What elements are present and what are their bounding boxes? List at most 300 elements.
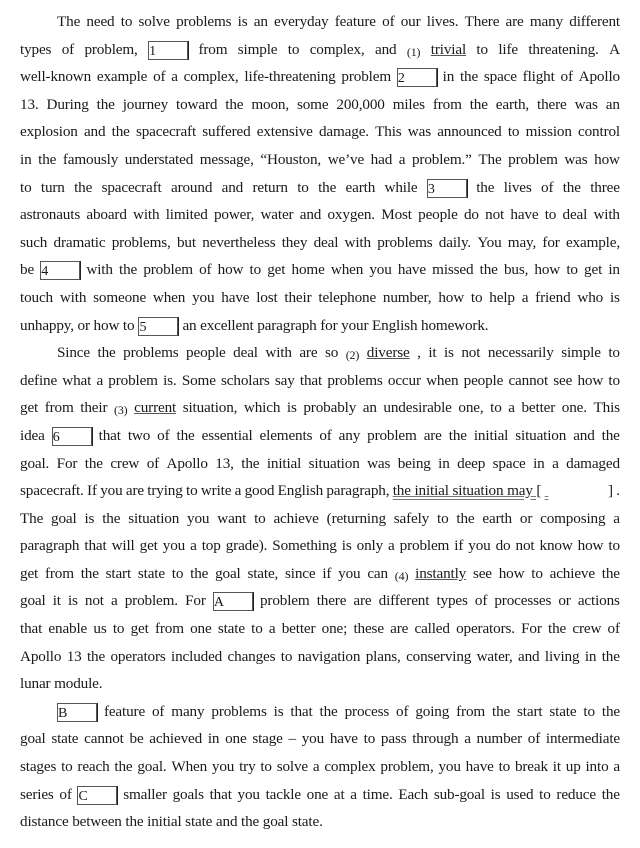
text-run: distance between the initial state and the goal state.: [20, 813, 323, 831]
answer-blank-box[interactable]: 4: [40, 261, 80, 280]
answer-blank-box[interactable]: B: [57, 703, 97, 722]
answer-blank-box[interactable]: 1: [148, 41, 188, 60]
word: a: [552, 454, 559, 472]
word: tackle: [265, 785, 301, 803]
word: water,: [476, 647, 513, 665]
word: types: [436, 592, 468, 610]
word: someone: [93, 288, 147, 306]
word: some: [296, 95, 329, 113]
word: these: [353, 620, 384, 638]
word: control: [578, 123, 620, 141]
word: how: [217, 261, 244, 279]
word: number,: [382, 288, 432, 306]
word: life: [498, 40, 518, 58]
word: to: [186, 482, 198, 500]
word: navigation: [297, 647, 361, 665]
word: are: [125, 482, 144, 500]
word: and: [518, 647, 540, 665]
word: the: [319, 702, 338, 720]
word: number: [476, 730, 523, 748]
word: of: [396, 702, 409, 720]
word: solve: [276, 758, 309, 776]
word: space: [483, 68, 517, 86]
word: feature: [103, 702, 146, 720]
word: to: [171, 564, 184, 582]
word: that: [20, 620, 43, 638]
text-line: [20, 560, 620, 588]
word: they: [281, 233, 308, 251]
word: an: [362, 399, 377, 417]
word: the: [601, 785, 620, 803]
word: the: [225, 95, 244, 113]
word: which: [243, 399, 281, 417]
word: good: [244, 482, 275, 500]
word: goal: [51, 509, 77, 527]
word: the: [84, 454, 103, 472]
word: aboard: [86, 206, 127, 224]
word: the: [456, 509, 475, 527]
word: not: [461, 344, 481, 362]
word: to: [470, 288, 483, 306]
word: people: [186, 344, 226, 362]
word: problems: [327, 371, 383, 389]
word: space: [492, 454, 526, 472]
text-line: [20, 422, 620, 450]
word: of: [527, 730, 541, 748]
word: goal: [215, 564, 241, 582]
word: everyday: [274, 13, 329, 30]
word: Apollo: [578, 68, 620, 86]
word: you: [468, 537, 491, 555]
word: not: [485, 206, 505, 224]
word: around: [170, 178, 213, 196]
text-line: [20, 505, 620, 533]
word: start: [105, 564, 132, 582]
word: the: [241, 454, 260, 472]
word: to: [112, 620, 125, 638]
word: damaged: [566, 454, 620, 472]
word: daily.: [438, 233, 472, 251]
word: define: [20, 371, 58, 389]
word: initial: [266, 454, 302, 472]
word: is.: [163, 371, 177, 389]
word: for: [542, 233, 560, 251]
word: but: [176, 233, 196, 251]
word: A: [609, 40, 620, 58]
word: a: [234, 482, 242, 500]
word: with: [265, 344, 292, 362]
word: are: [423, 426, 442, 444]
word: deal: [233, 344, 258, 362]
word: write: [200, 482, 232, 500]
word: are: [390, 620, 409, 638]
word: deal: [562, 206, 588, 224]
word: a: [190, 537, 197, 555]
word: the: [601, 426, 620, 444]
word: a: [312, 758, 320, 776]
word: damage.: [318, 123, 369, 141]
text-line: [20, 670, 620, 698]
word: a: [96, 371, 104, 389]
text-line: [20, 174, 620, 202]
word: included: [171, 647, 223, 665]
word: problems: [211, 702, 267, 720]
word: need: [86, 13, 115, 30]
word: undesirable: [383, 399, 452, 417]
word: to: [608, 344, 620, 362]
word: to: [539, 785, 551, 803]
word: from: [198, 40, 228, 58]
word: of: [541, 178, 554, 196]
double-underlined-phrase: ]: [608, 482, 613, 500]
word: to: [498, 758, 511, 776]
underlined-word: diverse: [366, 344, 410, 362]
question-number: (1): [406, 44, 421, 59]
word: help: [489, 288, 515, 306]
answer-blank-box[interactable]: 6: [52, 427, 92, 446]
word: sub-goal: [433, 785, 485, 803]
word: three: [590, 178, 620, 196]
word: how: [498, 564, 525, 582]
word: going: [415, 702, 450, 720]
word: of: [153, 68, 166, 86]
word: us: [93, 620, 107, 638]
word: touch: [20, 288, 53, 306]
word: say: [274, 371, 295, 389]
text-line: [20, 477, 620, 505]
word: processes: [494, 592, 552, 610]
word: actions: [577, 592, 620, 610]
word: the: [318, 178, 337, 196]
word: from: [44, 564, 74, 582]
word: turn: [40, 178, 65, 196]
text-line: [20, 229, 620, 257]
word: one: [190, 620, 212, 638]
word: a: [350, 785, 357, 803]
word: The: [57, 13, 81, 30]
text-line: [20, 615, 620, 643]
word: Something: [272, 537, 337, 555]
word: simple: [561, 344, 601, 362]
word: achieve: [549, 564, 595, 582]
word: you: [192, 288, 215, 306]
word: the: [190, 564, 209, 582]
word: state: [137, 564, 165, 582]
word: lives.: [426, 13, 459, 30]
text-line: [20, 532, 620, 560]
word: trying: [147, 482, 183, 500]
word: achieved: [149, 730, 203, 748]
word: and: [221, 178, 244, 196]
text-run: be: [20, 261, 35, 279]
word: while: [384, 178, 418, 196]
word: oxygen.: [327, 206, 375, 224]
word: spacecraft.: [20, 482, 84, 500]
paragraph: [20, 8, 620, 339]
word: safely: [393, 509, 430, 527]
word: Most: [381, 206, 412, 224]
word: you: [162, 537, 186, 555]
word: types: [20, 40, 52, 58]
word: is: [341, 537, 352, 555]
word: the: [96, 95, 115, 113]
word: to: [260, 758, 272, 776]
answer-blank-box[interactable]: 5: [138, 317, 178, 336]
word: problem: [143, 261, 193, 279]
word: operators: [110, 647, 166, 665]
word: to: [249, 261, 262, 279]
text-line: [20, 8, 620, 36]
paragraph: [20, 698, 620, 836]
word: flight: [522, 68, 555, 86]
word: see: [472, 564, 492, 582]
word: problem.: [124, 592, 178, 610]
text-line: [20, 146, 620, 174]
word: it: [428, 344, 437, 362]
word: in: [438, 454, 450, 472]
bracket-fill-gap[interactable]: [545, 477, 605, 505]
word: stages: [20, 758, 57, 776]
word: “Houston,: [260, 150, 322, 168]
word: one.: [561, 399, 587, 417]
word: initial: [473, 426, 509, 444]
word: home: [291, 261, 325, 279]
word: extensive: [256, 123, 313, 141]
word: have: [221, 288, 250, 306]
word: enable: [48, 620, 88, 638]
word: are: [505, 13, 524, 30]
word: example: [96, 68, 148, 86]
word: This: [375, 123, 402, 141]
word: do: [463, 206, 479, 224]
word: of: [607, 620, 620, 638]
word: how: [534, 261, 561, 279]
word: the: [548, 620, 567, 638]
word: you: [438, 758, 461, 776]
word: cannot: [84, 730, 124, 748]
word: the: [601, 702, 620, 720]
word: are: [353, 592, 372, 610]
word: goals: [172, 785, 204, 803]
word: or: [558, 592, 571, 610]
document-page: [20, 8, 620, 836]
word: bus,: [503, 261, 529, 279]
word: Some: [181, 371, 216, 389]
word: do: [495, 537, 511, 555]
word: is: [609, 288, 620, 306]
word: of: [199, 261, 212, 279]
word: a: [613, 758, 620, 776]
text-line: [20, 201, 620, 229]
word: state,: [247, 564, 279, 582]
word: reduce: [556, 785, 596, 803]
word: how: [577, 537, 604, 555]
word: to: [566, 261, 578, 279]
word: different: [378, 592, 430, 610]
word: to: [583, 702, 595, 720]
word: problem,: [380, 758, 434, 776]
underlined-word: current: [134, 399, 177, 417]
word: there: [316, 592, 347, 610]
word: from: [432, 95, 462, 113]
word: into: [585, 758, 609, 776]
word: grade).: [225, 537, 268, 555]
word: with: [133, 206, 160, 224]
word: with: [344, 233, 371, 251]
word: situation: [308, 454, 360, 472]
word: many: [171, 702, 205, 720]
word: elements: [259, 426, 313, 444]
word: used: [506, 785, 534, 803]
word: scholars: [221, 371, 270, 389]
answer-blank-box[interactable]: A: [213, 592, 253, 611]
word: how: [594, 150, 620, 168]
word: the: [601, 564, 620, 582]
word: with: [59, 288, 87, 306]
word: series: [20, 785, 54, 803]
word: to: [437, 509, 449, 527]
word: the: [102, 509, 121, 527]
word: essential: [201, 426, 253, 444]
word: that: [290, 702, 313, 720]
answer-blank-box[interactable]: 3: [427, 179, 467, 198]
word: there: [537, 95, 567, 113]
word: understated: [124, 150, 194, 168]
text-line: [20, 312, 620, 340]
word: was: [574, 95, 598, 113]
word: their: [284, 288, 312, 306]
word: threatening.: [528, 40, 599, 58]
text-line: [20, 91, 620, 119]
word: time.: [362, 785, 393, 803]
text-line: [20, 781, 620, 809]
word: state: [217, 620, 245, 638]
word: have: [397, 261, 426, 279]
word: can: [367, 564, 388, 582]
word: 13,: [215, 454, 234, 472]
word: have: [329, 730, 358, 748]
word: problems,: [111, 233, 171, 251]
word: called: [414, 620, 450, 638]
word: to: [20, 178, 32, 196]
word: For: [521, 620, 542, 638]
text-line: [20, 339, 620, 367]
word: a: [521, 288, 529, 306]
text-line: [20, 725, 620, 753]
double-underlined-phrase: the initial situation may [: [392, 482, 542, 500]
word: see: [553, 371, 573, 389]
word: the: [492, 702, 511, 720]
word: solve: [138, 13, 170, 30]
word: situation,: [182, 399, 238, 417]
word: complex,: [309, 40, 365, 58]
text-line: [20, 643, 620, 671]
word: so: [324, 344, 339, 362]
word: you: [301, 730, 325, 748]
word: message,: [199, 150, 254, 168]
word: better: [521, 399, 556, 417]
word: complex,: [183, 68, 239, 86]
word: explosion: [20, 123, 78, 141]
word: astronauts: [20, 206, 81, 224]
answer-blank-box[interactable]: 2: [397, 68, 437, 87]
word: goal.: [137, 758, 167, 776]
word: get: [130, 620, 149, 638]
word: process: [344, 702, 390, 720]
word: well-known: [20, 68, 92, 86]
word: goal: [20, 730, 46, 748]
word: moon,: [251, 95, 289, 113]
word: what: [62, 371, 92, 389]
word: missed: [432, 261, 474, 279]
word: to: [608, 371, 620, 389]
word: who: [577, 288, 604, 306]
word: their: [80, 399, 108, 417]
word: simple: [237, 40, 278, 58]
word: not: [84, 592, 104, 610]
word: problems: [123, 344, 179, 362]
word: (returning: [326, 509, 386, 527]
word: the: [114, 758, 133, 776]
word: living: [544, 647, 580, 665]
word: famously: [62, 150, 119, 168]
word: lost: [256, 288, 278, 306]
text-line: [20, 256, 620, 284]
word: people: [463, 371, 504, 389]
word: problems: [176, 13, 232, 30]
word: how: [438, 288, 465, 306]
word: smaller: [123, 785, 167, 803]
word: paragraph,: [326, 482, 390, 500]
word: with: [593, 206, 620, 224]
text-line: [20, 450, 620, 478]
word: you: [211, 758, 235, 776]
word: of: [61, 40, 75, 58]
word: problem: [508, 150, 558, 168]
word: and: [83, 123, 106, 141]
word: to: [251, 620, 263, 638]
word: that: [299, 371, 323, 389]
word: you: [100, 482, 123, 500]
word: crew: [110, 454, 140, 472]
word: different: [569, 13, 620, 30]
word: not: [515, 537, 535, 555]
word: Each: [398, 785, 429, 803]
word: a: [613, 509, 620, 527]
word: in: [584, 647, 597, 665]
word: earth: [345, 178, 376, 196]
word: of: [146, 454, 160, 472]
word: or: [519, 509, 533, 527]
word: that: [84, 537, 107, 555]
word: earth,: [495, 95, 530, 113]
word: was: [407, 123, 431, 141]
word: dramatic: [53, 233, 106, 251]
text-line: [20, 36, 620, 64]
text-line: [20, 808, 620, 836]
word: to: [490, 399, 502, 417]
word: know: [539, 537, 573, 555]
word: to: [254, 509, 266, 527]
word: of: [59, 785, 72, 803]
word: state: [51, 730, 79, 748]
word: the: [97, 344, 116, 362]
word: stage: [252, 730, 283, 748]
answer-blank-box[interactable]: C: [77, 786, 117, 805]
word: if: [322, 564, 332, 582]
word: get: [584, 261, 603, 279]
word: lives: [503, 178, 532, 196]
